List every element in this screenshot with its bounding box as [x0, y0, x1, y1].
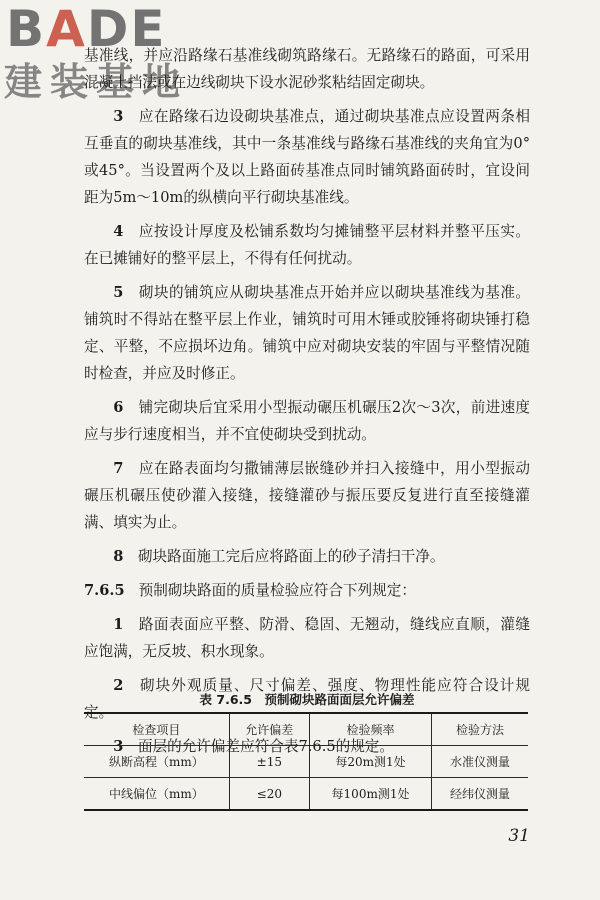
paragraph-item-4: 4 应按设计厚度及松铺系数均匀摊铺整平层材料并整平压实。在已摊铺好的整平层上，不得有任何扰动。: [84, 223, 530, 267]
watermark-latin: BADE: [6, 0, 167, 58]
table-cell: 每20m测1处: [309, 746, 431, 778]
paragraph-item-7: 7 应在路表面均匀撒铺薄层嵌缝砂并扫入接缝中，用小型振动碾压机碾压使砂灌入接缝，接缝灌砂与振压要反复进行直至接缝灌满、填实为止。: [84, 460, 530, 531]
table-header-cell: 检验方法: [432, 713, 528, 746]
paragraph-item-8: 8 砌块路面施工完后应将路面上的砂子清扫干净。: [113, 548, 445, 565]
table-row: [84, 746, 528, 778]
table-cell: ±15: [229, 746, 309, 778]
body-text: [84, 42, 530, 767]
tolerance-table: [84, 712, 528, 811]
table-cell: 中线偏位（mm）: [84, 778, 229, 811]
table-header-cell: 检查项目: [84, 713, 229, 746]
paragraph-item-3: 3 应在路缘石边设砌块基准点，通过砌块基准点应设置两条相互垂直的砌块基准线，其中一条基准线与路缘石基准线的夹角宜为0°或45°。当设置两个及以上路面砖基准点同时铺筑路面砖时，宜设间距为5m～10m的纵横向平行砌块基准线。: [84, 108, 530, 206]
table-header-row: [84, 713, 528, 746]
table-cell: 经纬仪测量: [432, 778, 528, 811]
table-cell: 每100m测1处: [309, 778, 431, 811]
paragraph-item-5: 5 砌块的铺筑应从砌块基准点开始并应以砌块基准线为基准。铺筑时不得站在整平层上作业，铺筑时可用木锤或胶锤将砌块锤打稳定、平整，不应损坏边角。铺筑中应对砌块安装的牢固与平整情况随时检查，并应及时修正。: [84, 284, 530, 382]
table-cell: ≤20: [229, 778, 309, 811]
table-header-cell: 检验频率: [309, 713, 431, 746]
paragraph-quality-2: 2 砌块外观质量、尺寸偏差、强度、物理性能应符合设计规定。: [84, 677, 530, 721]
paragraph-continued: 基准线，并应沿路缘石基准线砌筑路缘石。无路缘石的路面，可采用混凝土挡法或在边线砌块下设水泥砂浆粘结固定砌块。: [84, 47, 530, 91]
paragraph-item-6: 6 铺完砌块后宜采用小型振动碾压机碾压2次～3次，前进速度应与步行速度相当，并不宜使砌块受到扰动。: [84, 399, 530, 443]
paragraph-quality-1: 1 路面表面应平整、防滑、稳固、无翘动，缝线应直顺，灌缝应饱满，无反坡、积水现象。: [84, 616, 530, 660]
table-row: [84, 778, 528, 811]
watermark-cjk: 建装基地: [4, 60, 189, 104]
table-caption: 表 7.6.5 预制砌块路面面层允许偏差: [199, 692, 415, 707]
paragraph-quality-3: 3 面层的允许偏差应符合表7.6.5的规定。: [113, 738, 394, 755]
table-header-cell: 允许偏差: [229, 713, 309, 746]
page-number: 31: [508, 826, 530, 846]
table-cell: 水准仪测量: [432, 746, 528, 778]
clause-heading-7-6-5: 7.6.5 预制砌块路面的质量检验应符合下列规定：: [84, 582, 416, 599]
table-cell: 纵断高程（mm）: [84, 746, 229, 778]
